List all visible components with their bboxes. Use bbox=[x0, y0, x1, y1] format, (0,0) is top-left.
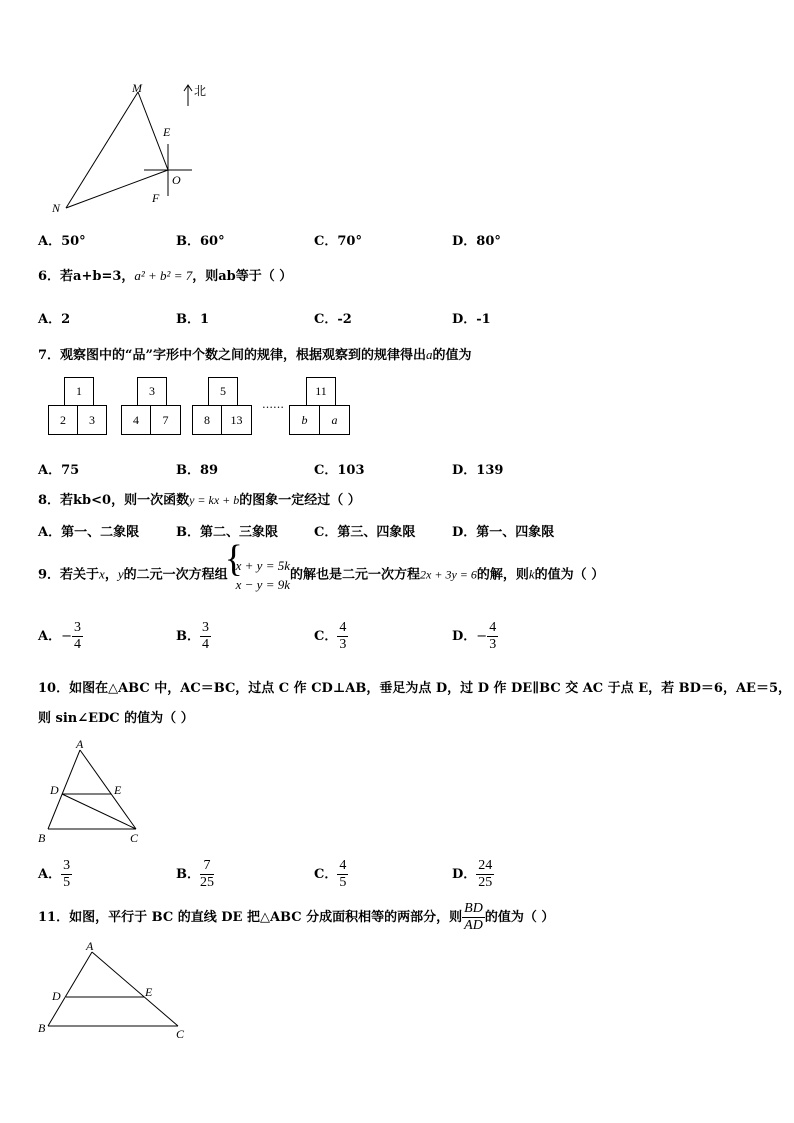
question-7: 7．观察图中的“品”字形中个数之间的规律，根据观察到的规律得出a的值为 bbox=[38, 347, 472, 363]
q7-option-d[interactable]: D．139 bbox=[452, 463, 504, 478]
label-d: D bbox=[52, 989, 61, 1003]
label-c: C bbox=[176, 1027, 185, 1041]
label-b: B bbox=[38, 1021, 46, 1035]
q7-option-b[interactable]: B．89 bbox=[176, 463, 219, 478]
q5-option-c[interactable]: C．70° bbox=[314, 234, 362, 249]
label-d: D bbox=[50, 783, 59, 797]
q9-option-d[interactable]: D．− $\frac{4}{3}$ bbox=[452, 620, 497, 652]
label-e: E bbox=[163, 125, 171, 139]
question-11: 11．如图，平行于 BC 的直线 DE 把△ABC 分成面积相等的两部分，则 $\frac{BD}{AD}$ 的值为（ ） bbox=[38, 901, 555, 933]
triangle-figure-10 bbox=[34, 736, 154, 848]
q6-option-d[interactable]: D．-1 bbox=[452, 312, 491, 327]
question-10-line2: 则 sin∠EDC 的值为（ ） bbox=[38, 711, 194, 726]
q5-option-d[interactable]: D．80° bbox=[452, 234, 501, 249]
north-label: 北 bbox=[194, 84, 207, 98]
label-m: M bbox=[132, 81, 142, 95]
q6-option-c[interactable]: C．-2 bbox=[314, 312, 352, 327]
label-o: O bbox=[172, 173, 181, 187]
pin2-top: 3 bbox=[137, 377, 167, 406]
label-n: N bbox=[52, 201, 61, 215]
question-6: 6．若a+b=3，a² + b² = 7，则ab等于（ ） bbox=[38, 268, 293, 284]
label-e: E bbox=[114, 783, 122, 797]
question-9: 9．若关于x，y的二元一次方程组 { x + y = 5k x − y = 9k 的解也是二元一次方程2x + 3y = 6的解，则k的值为（ ） bbox=[38, 556, 604, 594]
q6-option-b[interactable]: B．1 bbox=[176, 312, 210, 327]
q8-option-a[interactable]: A．第一、二象限 bbox=[38, 525, 140, 540]
q5-option-b[interactable]: B．60° bbox=[176, 234, 225, 249]
q9-option-b[interactable]: B． $\frac{3}{4}$ bbox=[176, 620, 209, 652]
ellipsis: …… bbox=[262, 398, 284, 411]
pin1-left: 2 bbox=[48, 405, 78, 435]
label-c: C bbox=[130, 831, 139, 845]
pin3-right: 13 bbox=[221, 405, 252, 435]
q10-option-c[interactable]: C． $\frac{4}{5}$ bbox=[314, 858, 347, 890]
q10-option-b[interactable]: B． $\frac{7}{25}$ bbox=[176, 858, 214, 890]
pin2-left: 4 bbox=[121, 405, 151, 435]
pin4-right: a bbox=[319, 405, 350, 435]
label-b: B bbox=[38, 831, 46, 845]
pin2-right: 7 bbox=[150, 405, 181, 435]
q7-option-c[interactable]: C．103 bbox=[314, 463, 365, 478]
pin1-top: 1 bbox=[64, 377, 94, 406]
pin4-left: b bbox=[289, 405, 320, 435]
pin4-top: 11 bbox=[306, 377, 336, 406]
question-10-line1: 10．如图在△ABC 中，AC＝BC，过点 C 作 CD⊥AB，垂足为点 D，过 D 作 DE∥BC 交 AC 于点 E，若 BD＝6，AE＝5， bbox=[38, 681, 791, 696]
equation-system: { x + y = 5k x − y = 9k bbox=[228, 556, 290, 594]
q7-option-a[interactable]: A．75 bbox=[38, 463, 80, 478]
label-a: A bbox=[86, 939, 94, 953]
q8-option-b[interactable]: B．第二、三象限 bbox=[176, 525, 278, 540]
question-8: 8．若kb<0，则一次函数y = kx + b的图象一定经过（ ） bbox=[38, 493, 361, 508]
q6-option-a[interactable]: A．2 bbox=[38, 312, 71, 327]
q5-option-a[interactable]: A．50° bbox=[38, 234, 86, 249]
label-a: A bbox=[76, 737, 84, 751]
pin3-left: 8 bbox=[192, 405, 222, 435]
pin3-top: 5 bbox=[208, 377, 238, 406]
q10-option-d[interactable]: D． $\frac{24}{25}$ bbox=[452, 858, 493, 890]
q9-option-c[interactable]: C． $\frac{4}{3}$ bbox=[314, 620, 347, 652]
q8-option-d[interactable]: D．第一、四象限 bbox=[452, 525, 555, 540]
q9-option-a[interactable]: A．− $\frac{3}{4}$ bbox=[38, 620, 81, 652]
label-e: E bbox=[145, 985, 153, 999]
compass-figure bbox=[40, 78, 220, 218]
q10-option-a[interactable]: A． $\frac{3}{5}$ bbox=[38, 858, 71, 890]
label-f: F bbox=[152, 191, 160, 205]
triangle-figure-11 bbox=[34, 938, 194, 1046]
pin1-right: 3 bbox=[77, 405, 107, 435]
q8-option-c[interactable]: C．第三、四象限 bbox=[314, 525, 416, 540]
